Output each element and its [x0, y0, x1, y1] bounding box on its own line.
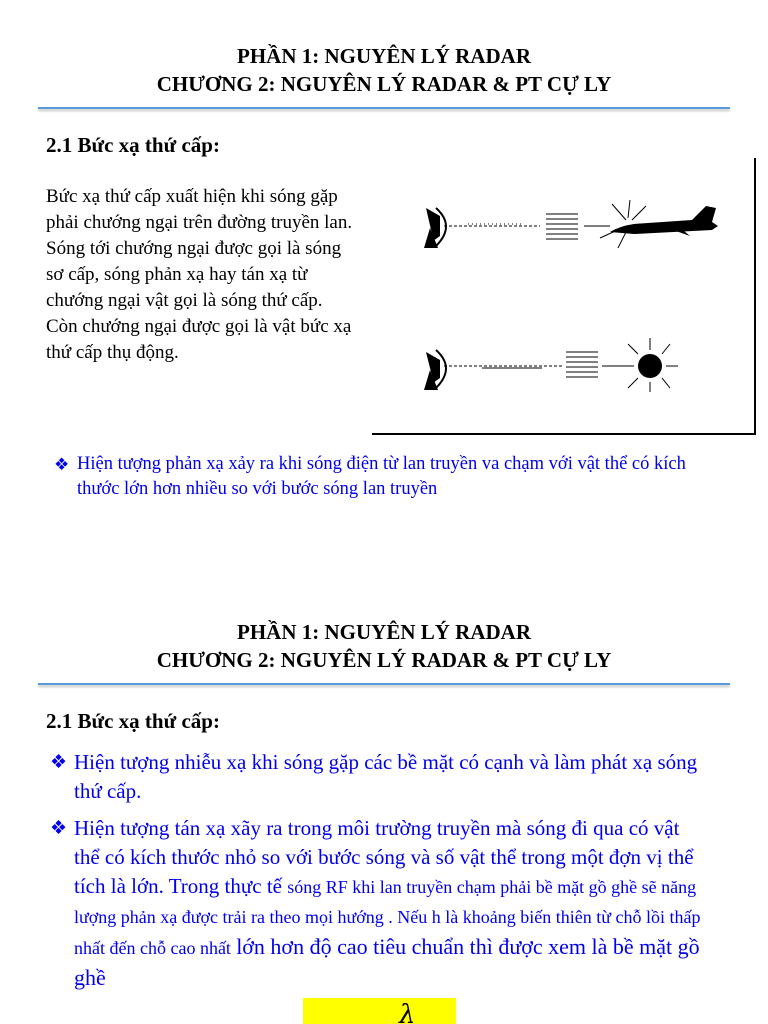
slide-title-line1: PHẦN 1: NGUYÊN LÝ RADAR — [237, 620, 531, 644]
radar-dish-icon — [424, 208, 446, 248]
reflection-bullet-text: Hiện tượng phản xạ xảy ra khi sóng điện từ lan truyền va chạm với vật thể có kích thước lớn hơn nhiều so với bước sóng lan truyền — [77, 454, 686, 499]
diffraction-bullet — [50, 748, 730, 806]
aircraft-icon — [610, 206, 718, 236]
formula-box — [303, 998, 456, 1024]
radar-dish-icon — [424, 350, 446, 390]
scattering-bullet-text-2: sóng RF khi lan truyền chạm phải bề mặt gồ ghề sẽ năng lượng phản xạ được trải ra theo mọi hướng . Nếu h là khoảng biến thiên từ chỗ lồi thấp nhất đến chỗ cao nhất — [74, 877, 701, 958]
lambda-symbol: λ — [399, 1000, 416, 1024]
body-paragraph: Bức xạ thứ cấp xuất hiện khi sóng gặp phải chướng ngại trên đường truyền lan. Sóng tới chướng ngại được gọi là sóng sơ cấp, sóng phản xạ hay tán xạ từ chướng ngại vật gọi là sóng thứ cấp. Còn chướng ngại được gọi là vật bức xạ thứ cấp thụ động. — [46, 186, 353, 363]
reflection-bullet — [54, 452, 704, 502]
section-heading: 2.1 Bức xạ thứ cấp: — [46, 709, 220, 733]
slide-title-line1: PHẦN 1: NGUYÊN LÝ RADAR — [237, 44, 531, 68]
title-divider — [38, 683, 730, 685]
wave-pulse — [566, 352, 598, 377]
scattering-bullet-text-3: lớn hơn độ cao tiêu chuẩn thì được xem là bề mặt gồ ghề — [74, 934, 700, 990]
sphere-target-icon — [628, 338, 678, 392]
scattering-bullet — [50, 814, 710, 993]
diamond-bullet-icon: ❖ — [50, 752, 68, 773]
radar-scattering-figure — [372, 156, 758, 438]
diffraction-bullet-text: Hiện tượng nhiễu xạ khi sóng gặp các bề mặt có cạnh và làm phát xạ sóng thứ cấp. — [74, 750, 698, 803]
diamond-bullet-icon: ❖ — [50, 818, 68, 839]
slide-title-line2: CHƯƠNG 2: NGUYÊN LÝ RADAR & PT CỰ LY — [156, 648, 612, 672]
slide-2 — [0, 576, 768, 1024]
title-divider — [38, 107, 730, 109]
scattering-bullet-text-1: Hiện tượng tán xạ xãy ra trong môi trường truyền mà sóng đi qua có vật thể có kích thước nhỏ so với bước sóng và số vật thể trong một đợn vị thể tích là lớn. Trong thực tế — [74, 816, 694, 898]
diamond-bullet-icon: ❖ — [54, 455, 70, 474]
section-heading: 2.1 Bức xạ thứ cấp: — [46, 133, 220, 157]
wave-pulse — [546, 214, 578, 239]
slide-title-line2: CHƯƠNG 2: NGUYÊN LÝ RADAR & PT CỰ LY — [156, 72, 612, 96]
